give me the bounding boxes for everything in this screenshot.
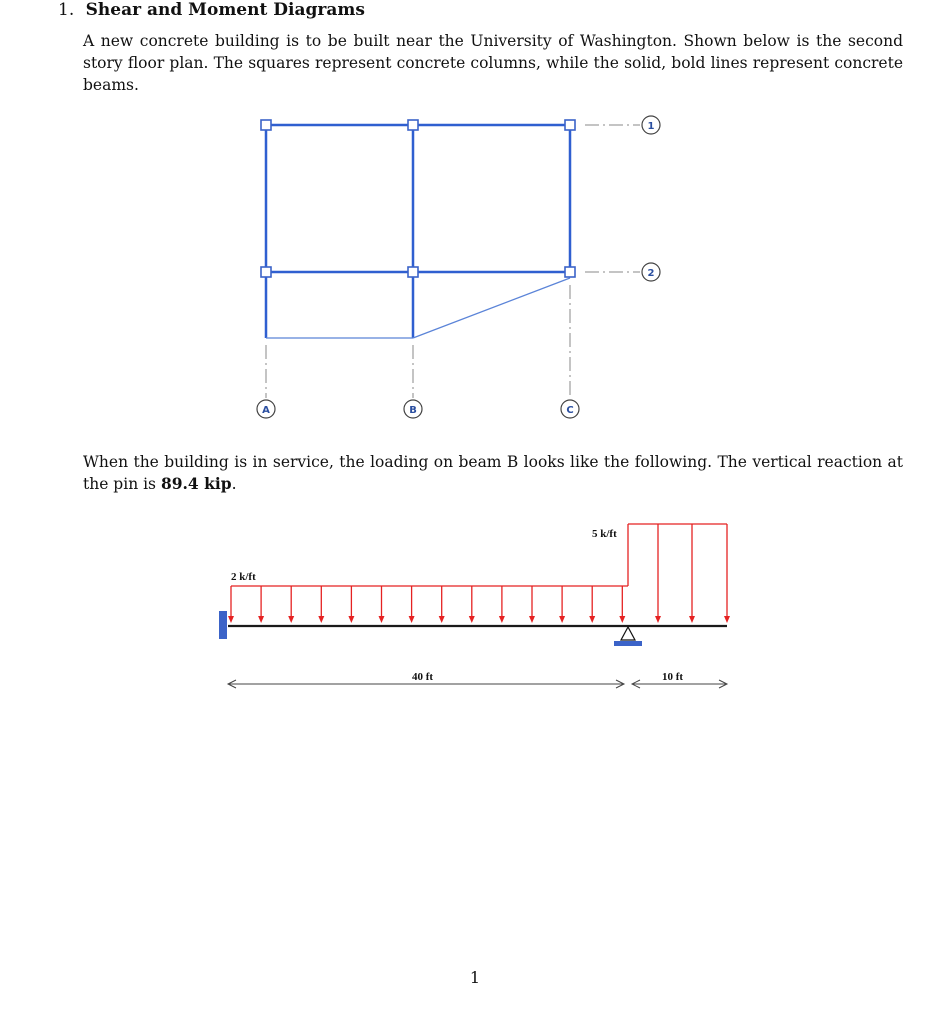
load-arrow-head bbox=[529, 616, 535, 623]
grid-label-1: 1 bbox=[647, 121, 655, 132]
grid-label-2: 2 bbox=[647, 268, 655, 279]
grid-label-a: A bbox=[262, 405, 270, 416]
load-arrow-head bbox=[655, 616, 661, 623]
load-arrow-head bbox=[559, 616, 565, 623]
load-arrow-head bbox=[258, 616, 264, 623]
load-arrow-head bbox=[379, 616, 385, 623]
column-a2 bbox=[261, 267, 271, 277]
pin-support-base bbox=[614, 641, 642, 646]
loading-text: When the building is in service, the loading on beam B looks like the following. The vertical reaction at the pin is bbox=[83, 453, 903, 493]
load-arrow-head bbox=[288, 616, 294, 623]
load-arrow-head bbox=[348, 616, 354, 623]
grid-label-c: C bbox=[566, 405, 574, 416]
column-b2 bbox=[408, 267, 418, 277]
page-number: 1 bbox=[469, 968, 481, 987]
load-arrow-head bbox=[689, 616, 695, 623]
loading-text-end: . bbox=[231, 475, 237, 493]
load-label-left: 2 k/ft bbox=[231, 571, 256, 583]
load-arrows bbox=[228, 524, 730, 623]
pin-support bbox=[621, 627, 635, 640]
intro-paragraph: A new concrete building is to be built near the University of Washington. Shown below is the second story floor plan. The squares represent concrete columns, while the solid, bold lines represent concrete beams. bbox=[83, 32, 903, 94]
section-number: 1. bbox=[58, 0, 75, 20]
dim-label-40ft: 40 ft bbox=[412, 671, 434, 683]
load-arrow-head bbox=[409, 616, 415, 623]
load-arrow-head bbox=[439, 616, 445, 623]
load-arrow-head bbox=[724, 616, 730, 623]
column-b1 bbox=[408, 120, 418, 130]
load-arrow-head bbox=[619, 616, 625, 623]
column-c2 bbox=[565, 267, 575, 277]
floor-plan bbox=[257, 116, 660, 418]
load-arrow-head bbox=[589, 616, 595, 623]
section-title: Shear and Moment Diagrams bbox=[85, 0, 365, 20]
load-arrow-head bbox=[318, 616, 324, 623]
fixed-support bbox=[219, 611, 227, 639]
reaction-value: 89.4 kip bbox=[160, 474, 232, 493]
column-a1 bbox=[261, 120, 271, 130]
slab-edge-diagonal bbox=[413, 278, 570, 338]
load-arrow-head bbox=[469, 616, 475, 623]
column-c1 bbox=[565, 120, 575, 130]
dim-label-10ft: 10 ft bbox=[662, 671, 684, 683]
load-label-right: 5 k/ft bbox=[592, 528, 617, 540]
load-arrow-head bbox=[228, 616, 234, 623]
beam-diagram bbox=[219, 524, 730, 688]
loading-paragraph bbox=[83, 451, 903, 495]
load-arrow-head bbox=[499, 616, 505, 623]
grid-label-b: B bbox=[409, 405, 417, 416]
